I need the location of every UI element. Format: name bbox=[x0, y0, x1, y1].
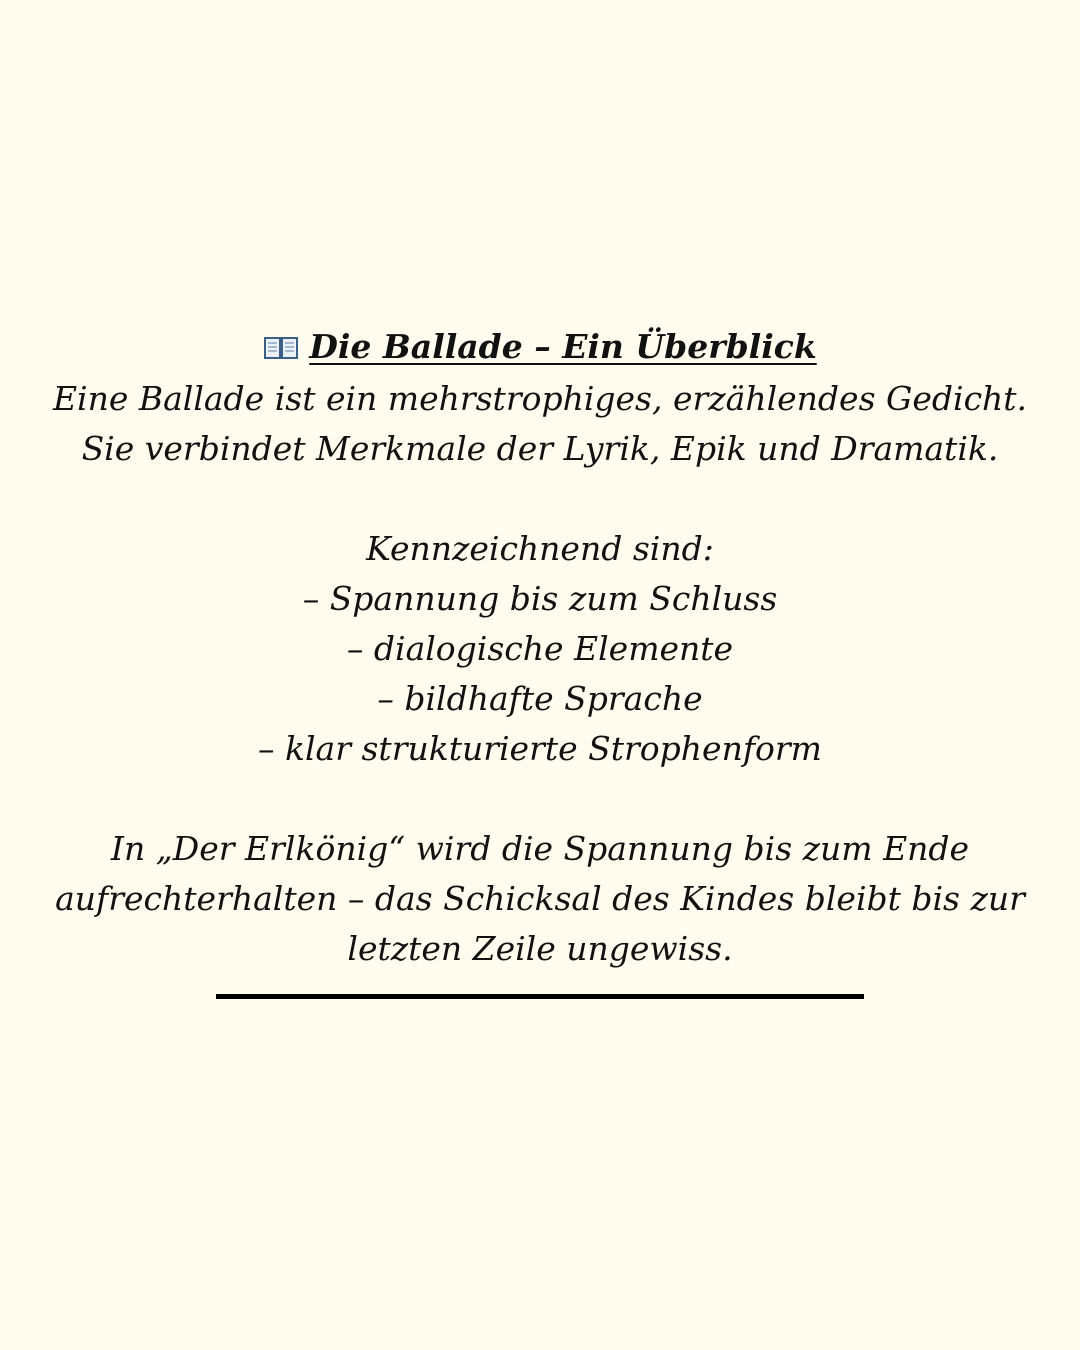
page-title bbox=[263, 322, 816, 372]
features-heading: Kennzeichnend sind: bbox=[366, 529, 714, 568]
intro-line-2: Sie verbindet Merkmale der Lyrik, Epik und Dramatik. bbox=[81, 429, 999, 468]
feature-item: – Spannung bis zum Schluss bbox=[302, 579, 778, 618]
feature-item: – bildhafte Sprache bbox=[377, 679, 703, 718]
intro-line-1: Eine Ballade ist ein mehrstrophiges, erzählendes Gedicht. bbox=[52, 379, 1028, 418]
title-row bbox=[0, 322, 1080, 374]
feature-item: – dialogische Elemente bbox=[346, 629, 734, 668]
feature-item: – klar strukturierte Strophenform bbox=[258, 729, 822, 768]
spacer bbox=[0, 474, 1080, 524]
title-text: Die Ballade – Ein Überblick bbox=[309, 327, 817, 366]
spacer bbox=[0, 774, 1080, 824]
article bbox=[0, 322, 1080, 999]
closing-paragraph: In „Der Erlkönig“ wird die Spannung bis zum Ende aufrechterhalten – das Schicksal des Kindes bleibt bis zur letzten Zeile ungewiss. bbox=[55, 829, 1025, 968]
divider-line bbox=[216, 994, 864, 999]
open-book-icon bbox=[263, 334, 299, 360]
